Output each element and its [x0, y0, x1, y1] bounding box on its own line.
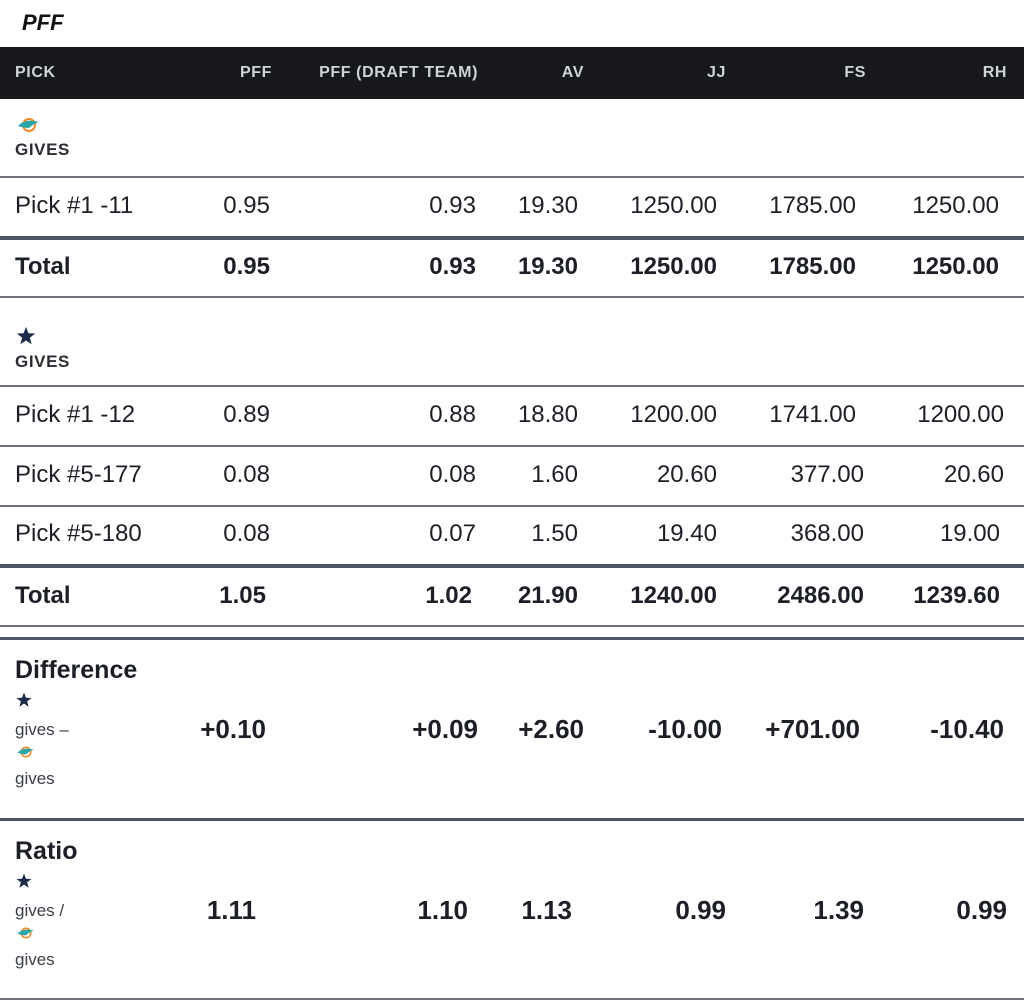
fs-cell: 1785.00: [769, 253, 856, 280]
col-pick[interactable]: PICK: [15, 64, 56, 81]
divider: [0, 445, 1024, 447]
dolphins-logo-icon: [15, 115, 43, 135]
cowboys-star-icon: [15, 325, 37, 347]
team-a-header: [15, 115, 70, 160]
dolphins-logo-icon: [15, 744, 37, 760]
team-b-header: [15, 325, 70, 372]
pick-cell: Pick #1 -11: [15, 192, 134, 219]
pff-draft-cell: +0.09: [412, 714, 478, 744]
rh-cell: 1250.00: [912, 192, 999, 219]
jj-cell: 1250.00: [630, 192, 717, 219]
ratio-sub-2: gives: [15, 950, 55, 969]
col-pff[interactable]: PFF: [239, 64, 272, 81]
cowboys-star-icon: [15, 872, 33, 890]
pff-cell: 1.11: [206, 895, 256, 925]
pff-draft-cell: 0.93: [429, 192, 476, 219]
gives-label: GIVES: [15, 352, 70, 371]
fs-cell: 1.39: [813, 895, 864, 925]
difference-title: Difference: [15, 656, 138, 684]
av-cell: 19.30: [517, 192, 578, 219]
total-label: Total: [15, 253, 71, 280]
pff-cell: 0.08: [223, 461, 270, 488]
pick-cell: Pick #5-180: [15, 520, 142, 547]
divider: [0, 625, 1024, 627]
jj-cell: 1250.00: [630, 253, 717, 280]
divider: [0, 385, 1024, 387]
table-header: [0, 47, 1024, 99]
jj-cell: 1200.00: [630, 401, 717, 428]
pff-draft-cell: 0.08: [429, 461, 476, 488]
ratio-title: Ratio: [15, 837, 78, 865]
fs-cell: 1741.00: [769, 401, 856, 428]
brand-bar: [0, 0, 1024, 47]
col-rh[interactable]: RH: [982, 64, 1007, 81]
av-cell: 1.60: [531, 461, 578, 488]
av-cell: +2.60: [518, 714, 584, 744]
av-cell: 1.13: [521, 895, 572, 925]
difference-sub-2: gives: [15, 769, 55, 788]
rh-cell: 0.99: [956, 895, 1007, 925]
pff-logo-icon: [22, 12, 102, 34]
col-av[interactable]: AV: [561, 64, 584, 81]
rh-cell: -10.40: [930, 714, 1004, 744]
pick-cell: Pick #5-177: [15, 461, 142, 488]
total-label: Total: [15, 582, 71, 609]
pff-cell: 0.95: [223, 253, 270, 280]
fs-cell: +701.00: [765, 714, 860, 744]
jj-cell: 20.60: [656, 461, 717, 488]
rh-cell: 1250.00: [912, 253, 999, 280]
divider: [0, 998, 1024, 1000]
pff-draft-cell: 0.88: [429, 401, 476, 428]
fs-cell: 368.00: [790, 520, 864, 547]
jj-cell: 0.99: [675, 895, 726, 925]
divider: [0, 564, 1024, 568]
ratio-sub-1: gives /: [15, 901, 65, 920]
difference-label: [15, 656, 137, 789]
pff-cell: 0.08: [223, 520, 270, 547]
av-cell: 19.30: [517, 253, 578, 280]
difference-sub-1: gives –: [15, 720, 69, 739]
rh-cell: 20.60: [943, 461, 1004, 488]
divider: [0, 818, 1024, 821]
divider: [0, 176, 1024, 178]
rh-cell: 1239.60: [913, 582, 1000, 609]
col-fs[interactable]: FS: [844, 64, 866, 81]
pff-draft-cell: 1.10: [417, 895, 468, 925]
fs-cell: 2486.00: [777, 582, 864, 609]
pff-draft-cell: 0.93: [429, 253, 476, 280]
pff-draft-cell: 0.07: [429, 520, 476, 547]
av-cell: 21.90: [517, 582, 578, 609]
col-pff-draft-team[interactable]: PFF (DRAFT TEAM): [319, 64, 478, 81]
pff-cell: 0.95: [223, 192, 270, 219]
pick-cell: Pick #1 -12: [15, 401, 136, 428]
divider: [0, 296, 1024, 298]
divider: [0, 637, 1024, 640]
col-jj[interactable]: JJ: [707, 64, 726, 81]
dolphins-logo-icon: [15, 925, 37, 941]
divider: [0, 505, 1024, 507]
pff-cell: 0.89: [223, 401, 270, 428]
jj-cell: 19.40: [656, 520, 717, 547]
jj-cell: 1240.00: [630, 582, 717, 609]
av-cell: 1.50: [531, 520, 578, 547]
pff-cell: 1.05: [219, 582, 266, 609]
pff-cell: +0.10: [200, 714, 266, 744]
svg-text:PFF: PFF: [22, 12, 64, 34]
pff-draft-cell: 1.02: [425, 582, 472, 609]
av-cell: 18.80: [517, 401, 578, 428]
gives-label: GIVES: [15, 140, 70, 159]
rh-cell: 1200.00: [917, 401, 1004, 428]
jj-cell: -10.00: [648, 714, 722, 744]
ratio-label: [15, 837, 78, 970]
cowboys-star-icon: [15, 691, 33, 709]
fs-cell: 377.00: [790, 461, 864, 488]
divider: [0, 236, 1024, 240]
fs-cell: 1785.00: [769, 192, 856, 219]
rh-cell: 19.00: [939, 520, 1000, 547]
